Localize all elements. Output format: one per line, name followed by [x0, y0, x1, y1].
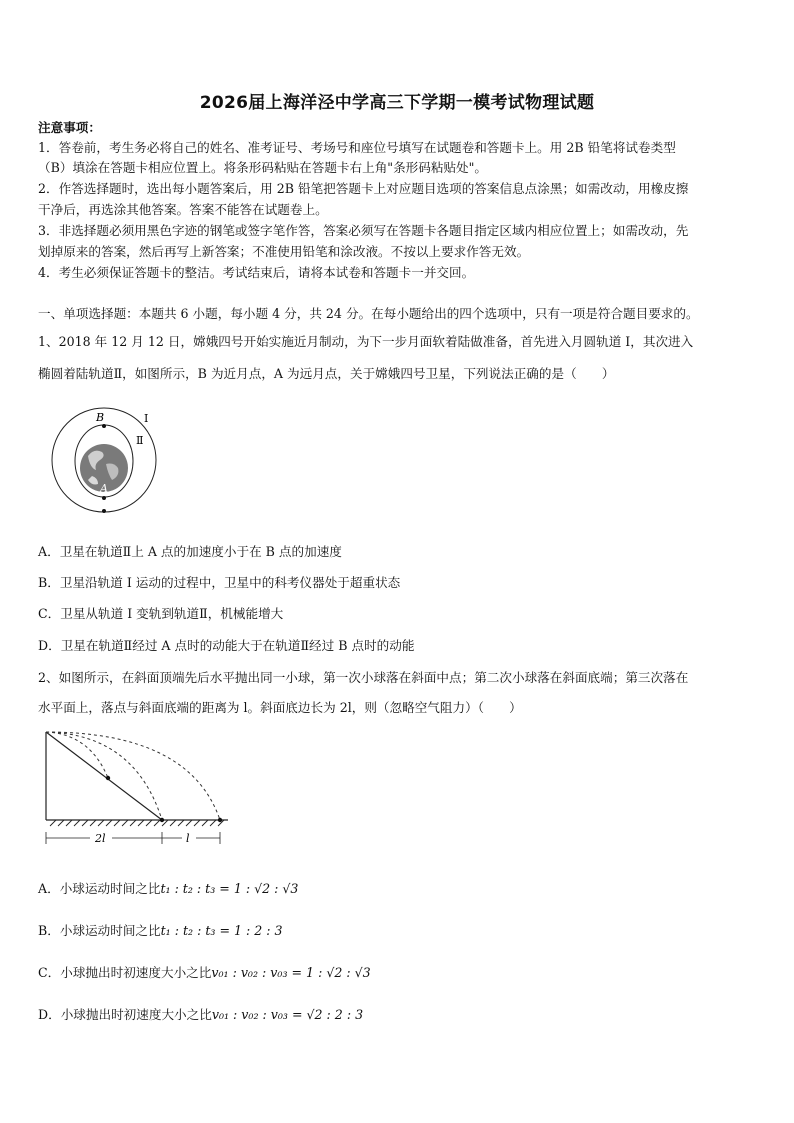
option-a-formula: t₁ : t₂ : t₃ = 1 : √2 : √3 [160, 881, 299, 896]
question-2-option-a [38, 878, 298, 897]
label-A: A [100, 482, 108, 495]
question-2-option-c [38, 962, 371, 981]
option-b-formula: t₁ : t₂ : t₃ = 1 : 2 : 3 [160, 923, 283, 938]
label-orbit-II: Ⅱ [136, 434, 144, 447]
question-1-option-a: A．卫星在轨道Ⅱ上 A 点的加速度小于在 B 点的加速度 [38, 544, 342, 559]
option-d-text: D．小球抛出时初速度大小之比 [38, 1007, 212, 1022]
question-2-stem-line1: 2、如图所示，在斜面顶端先后水平抛出同一小球，第一次小球落在斜面中点；第二次小球落在斜面底端；第三次落在 [38, 670, 689, 685]
option-c-formula: v₀₁ : v₀₂ : v₀₃ = 1 : √2 : √3 [211, 965, 371, 980]
section-heading: 一、单项选择题：本题共 6 小题，每小题 4 分，共 24 分。在每小题给出的四个选项中，只有一项是符合题目要求的。 [38, 306, 699, 321]
notice-line: 3．非选择题必须用黑色字迹的钢笔或签字笔作答，答案必须写在答题卡各题目指定区域内相应位置上；如需改动，先 [38, 223, 689, 238]
orbit-figure [50, 404, 160, 516]
notice-line: （B）填涂在答题卡相应位置上。将条形码粘贴在答题卡右上角"条形码粘贴处"。 [38, 160, 488, 175]
question-1-option-d: D．卫星在轨道Ⅱ经过 A 点时的动能大于在轨道Ⅱ经过 B 点时的动能 [38, 638, 415, 653]
label-orbit-I: Ⅰ [144, 412, 149, 425]
label-B: B [96, 411, 105, 424]
question-1-stem-line1: 1、2018 年 12 月 12 日，嫦娥四号开始实施近月制动，为下一步月面软着陆做准备，首先进入月圆轨道 Ⅰ，其次进入 [38, 334, 694, 349]
question-2-stem-line2: 水平面上，落点与斜面底端的距离为 l。斜面底边长为 2l，则（忽略空气阻力）（ ） [38, 700, 522, 715]
notice-line: 2．作答选择题时，选出每小题答案后，用 2B 铅笔把答题卡上对应题目选项的答案信息点涂黑；如需改动，用橡皮擦 [38, 181, 689, 196]
notice-line: 1．答卷前，考生务必将自己的姓名、准考证号、考场号和座位号填写在试题卷和答题卡上。用 2B 铅笔将试卷类型 [38, 140, 676, 155]
notice-line: 4．考生必须保证答题卡的整洁。考试结束后，请将本试卷和答题卡一并交回。 [38, 265, 475, 280]
notice-line: 干净后，再选涂其他答案。答案不能答在试题卷上。 [38, 202, 328, 217]
label-2l: 2l [95, 832, 106, 845]
notice-heading: 注意事项： [38, 120, 101, 135]
incline-figure [40, 728, 235, 850]
option-b-text: B．小球运动时间之比 [38, 923, 161, 938]
page-title: 2026届上海洋泾中学高三下学期一模考试物理试题 [199, 93, 595, 113]
question-2-option-d [38, 1004, 363, 1023]
option-a-text: A．小球运动时间之比 [38, 881, 161, 896]
question-1-stem-line2: 椭圆着陆轨道Ⅱ，如图所示，B 为近月点，A 为远月点，关于嫦娥四号卫星，下列说法正确的是（ ） [38, 366, 615, 381]
option-c-text: C．小球抛出时初速度大小之比 [38, 965, 212, 980]
option-d-formula: v₀₁ : v₀₂ : v₀₃ = √2 : 2 : 3 [211, 1007, 364, 1022]
notice-line: 划掉原来的答案，然后再写上新答案；不准使用铅笔和涂改液。不按以上要求作答无效。 [38, 244, 530, 259]
question-1-option-c: C．卫星从轨道 Ⅰ 变轨到轨道Ⅱ，机械能增大 [38, 606, 284, 621]
question-2-option-b [38, 920, 283, 939]
label-l: l [186, 832, 190, 845]
question-1-option-b: B．卫星沿轨道 Ⅰ 运动的过程中，卫星中的科考仪器处于超重状态 [38, 575, 401, 590]
